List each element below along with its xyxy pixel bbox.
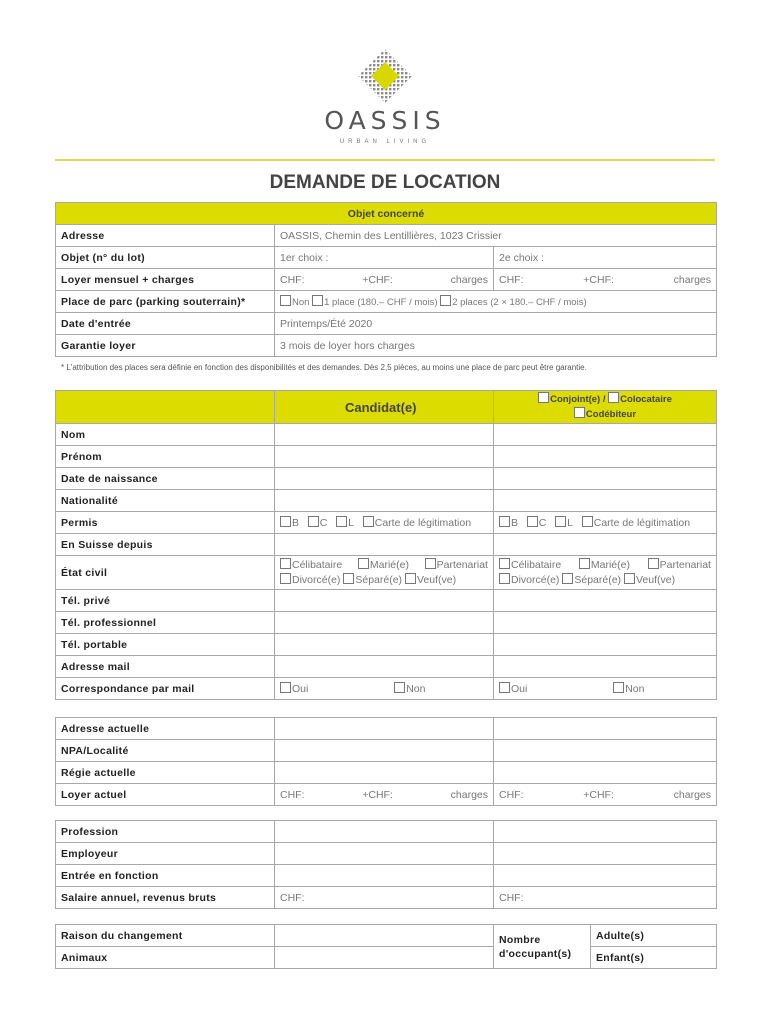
permis-l-label: L (567, 517, 573, 529)
divorce-label: Divorcé(e) (511, 573, 560, 586)
prenom-field-1[interactable] (275, 446, 494, 468)
oui-checkbox[interactable] (280, 682, 291, 693)
nationalite-field-1[interactable] (275, 490, 494, 512)
codebiteur-checkbox[interactable] (574, 407, 585, 418)
animaux-field[interactable] (275, 947, 494, 969)
entree-fonction-field-2[interactable] (494, 865, 717, 887)
naissance-field-1[interactable] (275, 468, 494, 490)
tel-pro-field-2[interactable] (494, 612, 717, 634)
permis-legit-label: Carte de légitimation (593, 517, 691, 529)
divers-table (55, 924, 717, 969)
parc-2-checkbox[interactable] (440, 295, 451, 306)
correspondance-options-1 (275, 678, 494, 700)
enfants-field[interactable] (591, 947, 717, 969)
raison-label: Raison du changement (56, 925, 275, 947)
permis-b-label: B (292, 517, 300, 529)
tel-prive-field-2[interactable] (494, 590, 717, 612)
non-label: Non (406, 683, 426, 695)
veuf-label: Veuf(ve) (416, 573, 457, 586)
separe-label: Séparé(e) (574, 573, 622, 586)
candidat-heading-blank (56, 391, 275, 424)
adresse-actuelle-label: Adresse actuelle (56, 718, 275, 740)
codebiteur-label: Codébiteur (585, 409, 637, 420)
charges-label: charges (673, 273, 712, 286)
permis-legit-label: Carte de légitimation (374, 517, 472, 529)
choix2-label: 2e choix : (499, 251, 544, 264)
loyer-field-1[interactable] (275, 269, 494, 291)
brand-tagline: URBAN LIVING (339, 139, 431, 145)
nom-field-1[interactable] (275, 424, 494, 446)
employeur-field-2[interactable] (494, 843, 717, 865)
parc-2-label: 2 places (2 × 180.– CHF / mois) (452, 297, 587, 308)
profession-label: Profession (56, 821, 275, 843)
divorce-checkbox[interactable] (499, 573, 510, 584)
permis-l-label: L (348, 517, 354, 529)
tel-prive-field-1[interactable] (275, 590, 494, 612)
adultes-field[interactable] (591, 925, 717, 947)
permis-b-checkbox[interactable] (280, 516, 291, 527)
nom-field-2[interactable] (494, 424, 717, 446)
choix1-label: 1er choix : (280, 251, 329, 264)
permis-c-label: C (538, 517, 547, 529)
etat-civil-options-1 (275, 556, 494, 590)
chf-label: CHF: (280, 891, 305, 904)
prenom-label: Prénom (56, 446, 275, 468)
separe-checkbox[interactable] (343, 573, 354, 584)
oassis-logo (0, 48, 770, 145)
loyer-actuel-label: Loyer actuel (56, 784, 275, 806)
tel-portable-field-2[interactable] (494, 634, 717, 656)
enfants-label: Enfant(s) (596, 951, 645, 964)
choix2-field[interactable] (494, 247, 717, 269)
correspondance-label: Correspondance par mail (56, 678, 275, 700)
plus-chf-label: +CHF: (362, 788, 393, 801)
candidat-heading: Candidat(e) (275, 391, 494, 424)
charges-label: charges (450, 273, 488, 286)
brand-name: OASSIS (324, 106, 446, 135)
non-label: Non (625, 683, 645, 695)
regie-field-2[interactable] (494, 762, 717, 784)
tel-portable-label: Tél. portable (56, 634, 275, 656)
garantie-value: 3 mois de loyer hors charges (275, 335, 717, 357)
adresse-actuelle-field-2[interactable] (494, 718, 717, 740)
loyer-actuel-field-1[interactable] (275, 784, 494, 806)
permis-b-checkbox[interactable] (499, 516, 510, 527)
parc-non-checkbox[interactable] (280, 295, 291, 306)
parc-label: Place de parc (parking souterrain)* (56, 291, 275, 313)
npa-field-1[interactable] (275, 740, 494, 762)
naissance-field-2[interactable] (494, 468, 717, 490)
permis-c-label: C (319, 517, 328, 529)
naissance-label: Date de naissance (56, 468, 275, 490)
occupants-label-line1: Nombre (499, 933, 541, 946)
salaire-field-2[interactable] (494, 887, 717, 909)
marie-checkbox[interactable] (358, 558, 369, 569)
permis-c-checkbox[interactable] (308, 516, 319, 527)
mail-field-1[interactable] (275, 656, 494, 678)
diamond-pattern-icon (357, 48, 413, 104)
candidat-table (55, 390, 717, 700)
adresse-label: Adresse (56, 225, 275, 247)
tel-prive-label: Tél. privé (56, 590, 275, 612)
nom-label: Nom (56, 424, 275, 446)
date-entree-label: Date d'entrée (56, 313, 275, 335)
garantie-label: Garantie loyer (56, 335, 275, 357)
veuf-checkbox[interactable] (624, 573, 635, 584)
veuf-label: Veuf(ve) (635, 573, 676, 586)
entree-fonction-field-1[interactable] (275, 865, 494, 887)
npa-label: NPA/Localité (56, 740, 275, 762)
permis-l-checkbox[interactable] (555, 516, 566, 527)
co-applicant-heading (494, 391, 717, 424)
parking-footnote: * L'attribution des places sera définie en fonction des disponibilités et des demandes. Dès 2,5 pièces, au moins une place de parc peut être garantie. (61, 363, 587, 372)
header-divider (55, 159, 715, 161)
adresse-value: OASSIS, Chemin des Lentillières, 1023 Crissier (275, 225, 717, 247)
mail-field-2[interactable] (494, 656, 717, 678)
suisse-field-1[interactable] (275, 534, 494, 556)
celibataire-label: Célibataire (292, 558, 343, 571)
etat-civil-options-2 (494, 556, 717, 590)
suisse-depuis-label: En Suisse depuis (56, 534, 275, 556)
non-checkbox[interactable] (613, 682, 624, 693)
raison-field[interactable] (275, 925, 494, 947)
parc-1-label: 1 place (180.– CHF / mois) (324, 297, 438, 308)
employeur-label: Employeur (56, 843, 275, 865)
objet-lot-label: Objet (n° du lot) (56, 247, 275, 269)
loyer-actuel-field-2[interactable] (494, 784, 717, 806)
regie-field-1[interactable] (275, 762, 494, 784)
etat-civil-label: État civil (56, 556, 275, 590)
loyer-field-2[interactable] (494, 269, 717, 291)
celibataire-label: Célibataire (511, 558, 562, 571)
celibataire-checkbox[interactable] (499, 558, 510, 569)
emploi-table (55, 820, 717, 909)
oui-label: Oui (511, 683, 528, 695)
chf-label: CHF: (499, 273, 524, 286)
permis-legit-checkbox[interactable] (582, 516, 593, 527)
prenom-field-2[interactable] (494, 446, 717, 468)
permis-l-checkbox[interactable] (336, 516, 347, 527)
entree-fonction-label: Entrée en fonction (56, 865, 275, 887)
profession-field-2[interactable] (494, 821, 717, 843)
plus-chf-label: +CHF: (583, 788, 614, 801)
partenariat-label: Partenariat (659, 558, 711, 571)
nationalite-field-2[interactable] (494, 490, 717, 512)
mail-label: Adresse mail (56, 656, 275, 678)
partenariat-checkbox[interactable] (648, 558, 659, 569)
permis-b-label: B (511, 517, 519, 529)
adresse-actuelle-field-1[interactable] (275, 718, 494, 740)
permis-label: Permis (56, 512, 275, 534)
oui-checkbox[interactable] (499, 682, 510, 693)
choix1-field[interactable] (275, 247, 494, 269)
nationalite-label: Nationalité (56, 490, 275, 512)
parc-1-checkbox[interactable] (312, 295, 323, 306)
oui-label: Oui (292, 683, 309, 695)
permis-legit-checkbox[interactable] (363, 516, 374, 527)
veuf-checkbox[interactable] (405, 573, 416, 584)
profession-field-1[interactable] (275, 821, 494, 843)
situation-actuelle-table (55, 717, 717, 806)
salaire-label: Salaire annuel, revenus bruts (56, 887, 275, 909)
chf-label: CHF: (280, 788, 305, 801)
separe-checkbox[interactable] (562, 573, 573, 584)
charges-label: charges (673, 788, 711, 801)
colocataire-label: Colocataire (620, 394, 672, 405)
suisse-field-2[interactable] (494, 534, 717, 556)
divorce-checkbox[interactable] (280, 573, 291, 584)
plus-chf-label: +CHF: (362, 273, 393, 286)
npa-field-2[interactable] (494, 740, 717, 762)
occupants-label-line2: d'occupant(s) (499, 947, 572, 960)
tel-pro-field-1[interactable] (275, 612, 494, 634)
page-title: DEMANDE DE LOCATION (269, 172, 501, 193)
salaire-field-1[interactable] (275, 887, 494, 909)
marie-label: Marié(e) (369, 558, 409, 571)
marie-label: Marié(e) (590, 558, 630, 571)
partenariat-label: Partenariat (436, 558, 488, 571)
tel-pro-label: Tél. professionnel (56, 612, 275, 634)
objet-heading: Objet concerné (56, 203, 717, 225)
parc-options (275, 291, 717, 313)
celibataire-checkbox[interactable] (280, 558, 291, 569)
regie-label: Régie actuelle (56, 762, 275, 784)
charges-label: charges (450, 788, 488, 801)
non-checkbox[interactable] (394, 682, 405, 693)
slash-separator: / (602, 394, 606, 405)
chf-label: CHF: (280, 273, 305, 286)
parc-non-label: Non (292, 297, 310, 308)
divorce-label: Divorcé(e) (292, 573, 341, 586)
plus-chf-label: +CHF: (583, 273, 614, 286)
occupants-label (494, 925, 591, 969)
permis-options-2 (494, 512, 717, 534)
adultes-label: Adulte(s) (596, 929, 645, 942)
employeur-field-1[interactable] (275, 843, 494, 865)
chf-label: CHF: (499, 891, 524, 904)
colocataire-checkbox[interactable] (608, 392, 619, 403)
objet-table (55, 202, 717, 357)
partenariat-checkbox[interactable] (425, 558, 436, 569)
date-entree-value: Printemps/Été 2020 (275, 313, 717, 335)
animaux-label: Animaux (56, 947, 275, 969)
permis-options-1 (275, 512, 494, 534)
tel-portable-field-1[interactable] (275, 634, 494, 656)
separe-label: Séparé(e) (355, 573, 403, 586)
correspondance-options-2 (494, 678, 717, 700)
conjoint-checkbox[interactable] (538, 392, 549, 403)
permis-c-checkbox[interactable] (527, 516, 538, 527)
loyer-mensuel-label: Loyer mensuel + charges (56, 269, 275, 291)
conjoint-label: Conjoint(e) (550, 394, 601, 405)
chf-label: CHF: (499, 788, 524, 801)
marie-checkbox[interactable] (579, 558, 590, 569)
